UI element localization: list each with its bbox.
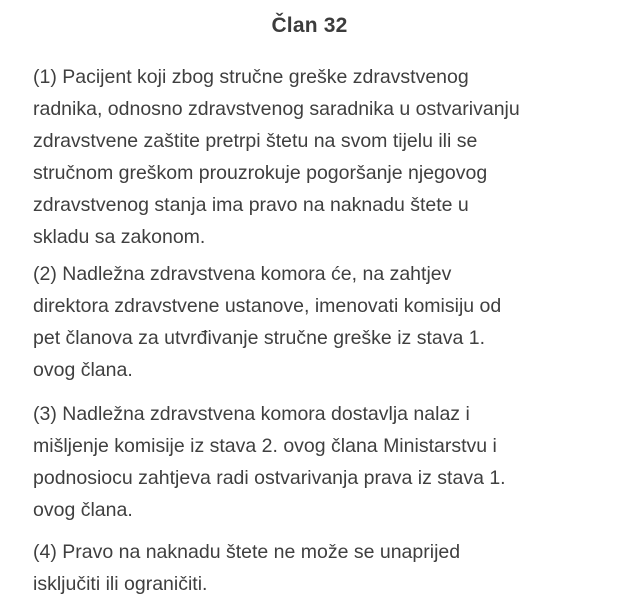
paragraph-line: isključiti ili ograničiti. bbox=[33, 573, 208, 595]
paragraph-line: direktora zdravstvene ustanove, imenovati komisiju od bbox=[33, 295, 502, 317]
paragraph-line: (1) Pacijent koji zbog stručne greške zdravstvenog bbox=[33, 66, 469, 88]
paragraph-line: ovog člana. bbox=[33, 359, 133, 381]
paragraph-line: radnika, odnosno zdravstvenog saradnika u ostvarivanju bbox=[33, 98, 520, 120]
paragraph-line: zdravstvene zaštite pretrpi štetu na svom tijelu ili se bbox=[33, 130, 478, 152]
paragraph-line: stručnom greškom prouzrokuje pogoršanje njegovog bbox=[33, 162, 488, 184]
paragraph-line: zdravstvenog stanja ima pravo na naknadu štete u bbox=[33, 194, 469, 216]
paragraph-1 bbox=[33, 61, 593, 253]
paragraph-line: ovog člana. bbox=[33, 499, 133, 521]
paragraph-line: skladu sa zakonom. bbox=[33, 226, 206, 248]
paragraph-line: mišljenje komisije iz stava 2. ovog člana Ministarstvu i bbox=[33, 435, 497, 457]
paragraph-line: podnosiocu zahtjeva radi ostvarivanja prava iz stava 1. bbox=[33, 467, 506, 489]
paragraph-line: (4) Pravo na naknadu štete ne može se unaprijed bbox=[33, 541, 461, 563]
paragraph-2 bbox=[33, 258, 593, 386]
paragraph-4 bbox=[33, 536, 593, 600]
paragraph-3 bbox=[33, 398, 593, 526]
paragraph-line: (3) Nadležna zdravstvena komora dostavlja nalaz i bbox=[33, 403, 470, 425]
paragraph-line: pet članova za utvrđivanje stručne greške iz stava 1. bbox=[33, 327, 485, 349]
paragraph-line: (2) Nadležna zdravstvena komora će, na zahtjev bbox=[33, 263, 452, 285]
article-title: Član 32 bbox=[271, 14, 348, 37]
